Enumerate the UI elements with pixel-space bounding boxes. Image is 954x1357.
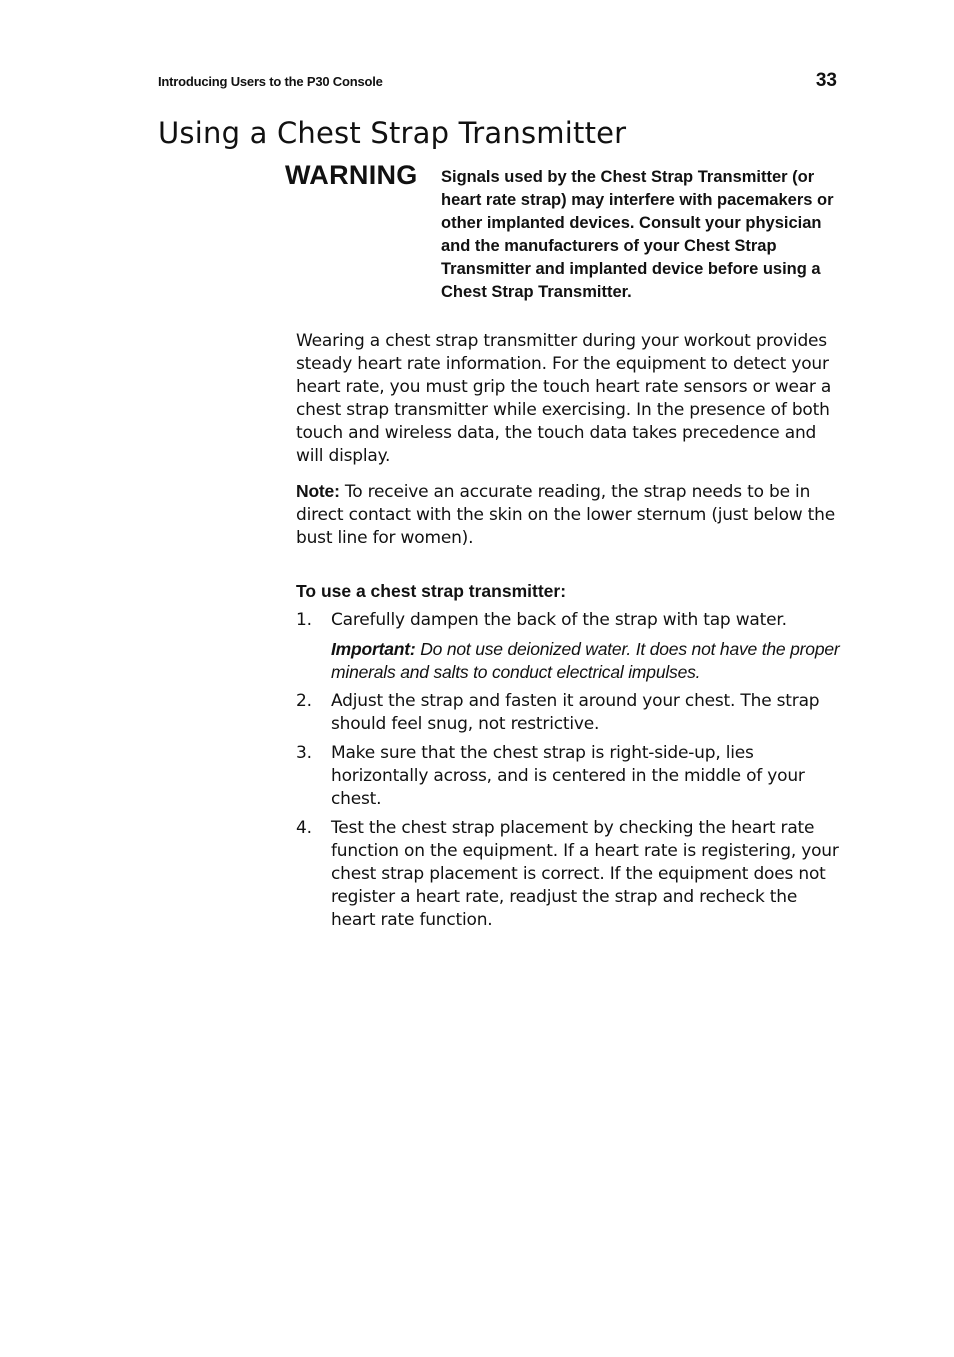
step-text: Adjust the strap and fasten it around your chest. The strap should feel snug, not restrictive. xyxy=(331,691,820,734)
step-text: Make sure that the chest strap is right-side-up, lies horizontally across, and is centered in the middle of your chest. xyxy=(331,743,805,809)
list-item xyxy=(296,690,841,736)
list-item xyxy=(296,609,841,684)
warning-text: Signals used by the Chest Strap Transmitter (or heart rate strap) may interfere with pacemakers or other implanted devices. Consult your physician and the manufacturers of your Chest Strap Transmitter and implanted device before using a Chest Strap Transmitter. xyxy=(441,168,834,301)
important-label: Important: xyxy=(331,639,416,659)
step-number: 4. xyxy=(296,818,312,838)
step-text: Test the chest strap placement by checking the heart rate function on the equipment. If a heart rate is registering, your chest strap placement is correct. If the equipment does not register a heart rate, readjust the strap and recheck the heart rate function. xyxy=(331,818,839,930)
step-number: 1. xyxy=(296,610,312,630)
note-paragraph xyxy=(296,480,841,550)
list-item xyxy=(296,742,841,811)
warning-label: WARNING xyxy=(285,160,418,190)
intro-paragraph: Wearing a chest strap transmitter during your workout provides steady heart rate information. For the equipment to detect your heart rate, you must grip the touch heart rate sensors or wear a chest strap transmitter while exercising. In the presence of both touch and wireless data, the touch data takes precedence and will display. xyxy=(296,331,832,466)
procedure-steps xyxy=(296,609,841,932)
page-number: 33 xyxy=(815,70,837,91)
step-number: 3. xyxy=(296,743,312,763)
body-content xyxy=(296,330,841,938)
important-text: Do not use deionized water. It does not have the proper minerals and salts to conduct electrical impulses. xyxy=(331,639,840,682)
page-title: Using a Chest Strap Transmitter xyxy=(158,116,627,150)
procedure-heading: To use a chest strap transmitter: xyxy=(296,581,567,601)
step-number: 2. xyxy=(296,691,312,711)
list-item xyxy=(296,817,841,932)
note-text: To receive an accurate reading, the strap needs to be in direct contact with the skin on the lower sternum (just below the bust line for women). xyxy=(296,482,835,548)
important-note xyxy=(331,638,841,684)
note-label: Note: xyxy=(296,481,340,501)
step-text: Carefully dampen the back of the strap with tap water. xyxy=(331,610,787,630)
running-header: Introducing Users to the P30 Console xyxy=(158,74,383,89)
